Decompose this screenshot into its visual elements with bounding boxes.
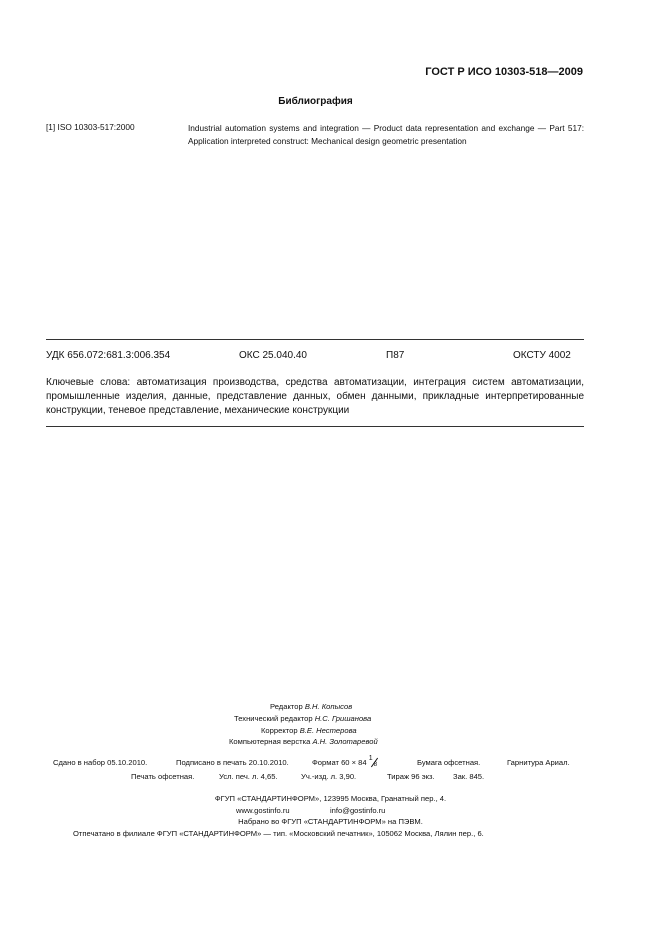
udc-code: УДК 656.072:681.3:006.354 (46, 350, 171, 361)
print-method: Печать офсетная. (131, 772, 195, 781)
layout-label: Компьютерная верстка (229, 737, 311, 746)
top-rule (46, 339, 584, 340)
editor-name: В.Н. Копысов (304, 702, 353, 711)
format-denominator: 8 (373, 762, 378, 768)
format-numerator: 1 (368, 755, 373, 762)
typeset-note: Набрано во ФГУП «СТАНДАРТИНФОРМ» на ПЭВМ. (238, 817, 423, 826)
order-number: Зак. 845. (453, 772, 485, 781)
tech-editor-label: Технический редактор (234, 714, 313, 723)
editor-label: Редактор (270, 702, 303, 711)
bibliography-title: Библиография (278, 96, 353, 107)
publishing-sheets: Уч.-изд. л. 3,90. (301, 772, 357, 781)
website-link[interactable]: www.gostinfo.ru (236, 806, 290, 815)
print-run: Тираж 96 экз. (387, 772, 435, 781)
keywords: Ключевые слова: автоматизация производства, средства автоматизации, интеграция систем автоматизации, промышленные изделия, данные, представление данных, обмен данными, прикладные интерпретированные конструкции, теневое представление, механические конструкции (46, 377, 584, 416)
format (312, 757, 380, 768)
format-prefix: Формат 60 × 84 (312, 758, 367, 767)
submitted-date: Сдано в набор 05.10.2010. (53, 758, 148, 767)
oks-code: ОКС 25.040.40 (239, 350, 307, 361)
signed-date: Подписано в печать 20.10.2010. (176, 758, 289, 767)
okstu-code: ОКСТУ 4002 (513, 350, 571, 361)
corrector-label: Корректор (261, 726, 298, 735)
tech-editor-line (234, 714, 371, 723)
layout-line (229, 737, 378, 746)
printing-house: Отпечатано в филиале ФГУП «СТАНДАРТИНФОРМ» — тип. «Московский печатник», 105062 Москва, Лялин пер., 6. (73, 829, 484, 838)
reference-text: Industrial automation systems and integration — Product data representation and exchange — Part 517: Application interpreted construct: Mechanical design geometric presentation (188, 123, 584, 146)
email-link[interactable]: info@gostinfo.ru (330, 806, 386, 815)
corrector-name: В.Е. Нестерова (299, 726, 357, 735)
format-fraction (369, 757, 380, 768)
typeface: Гарнитура Ариал. (507, 758, 570, 767)
tech-editor-name: Н.С. Гришанова (314, 714, 372, 723)
publisher-address: ФГУП «СТАНДАРТИНФОРМ», 123995 Москва, Гранатный пер., 4. (214, 794, 447, 803)
layout-name: А.Н. Золотаревой (312, 737, 378, 746)
printed-sheets: Усл. печ. л. 4,65. (219, 772, 278, 781)
group-code: П87 (386, 350, 405, 361)
bottom-rule (46, 426, 584, 427)
editor-line (270, 702, 352, 711)
paper-type: Бумага офсетная. (417, 758, 481, 767)
reference-id: [1] ISO 10303-517:2000 (46, 122, 135, 132)
corrector-line (261, 726, 357, 735)
standard-designation: ГОСТ Р ИСО 10303-518—2009 (425, 66, 583, 78)
